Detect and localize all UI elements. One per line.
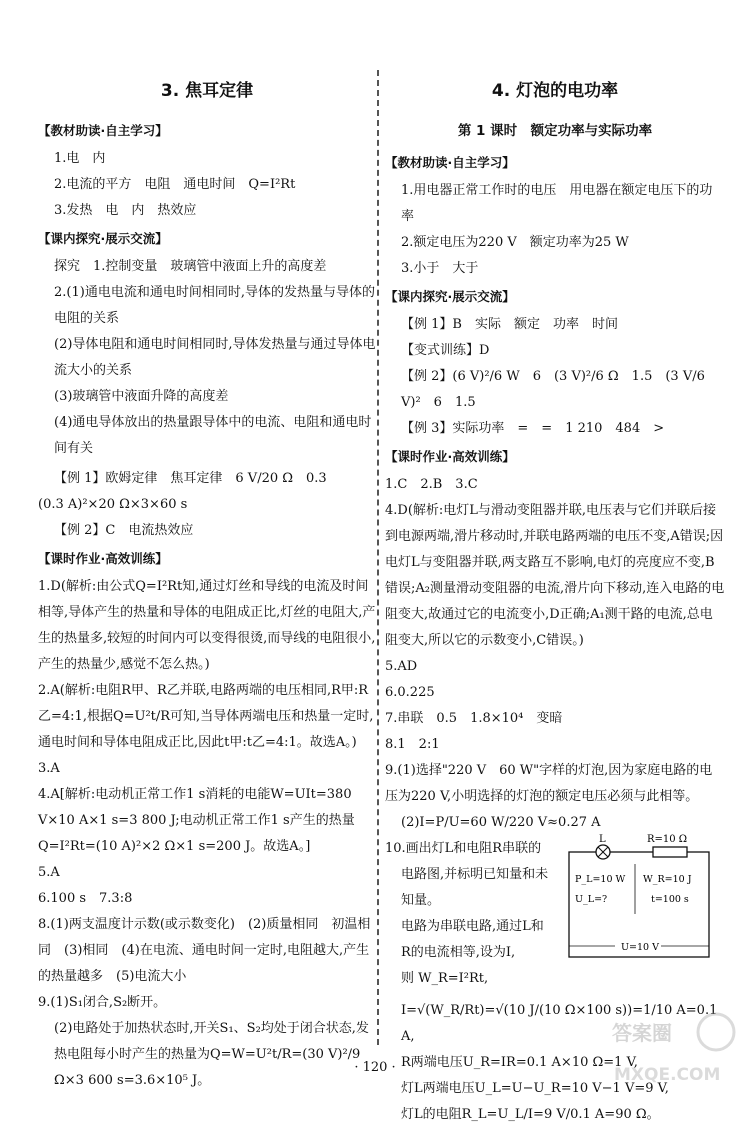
- watermark-logo: [608, 1006, 738, 1092]
- example-1-continued: (0.3 A)²×20 Ω×3×60 s: [38, 497, 188, 512]
- circuit-diagram: [565, 834, 713, 964]
- answer-line: 2.(1)通电电流和通电时间相同时,导体的发热量与导体的电阻的关系: [54, 285, 375, 326]
- heading-classroom-inquiry: 【课内探究·展示交流】: [38, 231, 168, 246]
- question-10-block: [385, 836, 725, 992]
- homework-item: 5.A: [38, 865, 60, 880]
- calc-line: R两端电压U_R=IR=0.1 A×10 Ω=1 V,: [401, 1055, 638, 1070]
- answer-line: (2)导体电阻和通电时间相同时,导体发热量与通过导体电流大小的关系: [54, 337, 376, 378]
- section-title-bulb-power: 4. 灯泡的电功率: [491, 81, 619, 101]
- watermark-url: MXQE.COM: [614, 1065, 721, 1085]
- homework-item: 3.A: [38, 761, 60, 776]
- answer-line: 2.电流的平方 电阻 通电时间 Q=I²Rt: [54, 177, 296, 192]
- heading-homework: 【课时作业·高效训练】: [385, 449, 515, 464]
- homework-item: (2)电路处于加热状态时,开关S₁、S₂均处于闭合状态,发热电阻每小时产生的热量为Q=W=U²t/R=(30 V)²/9 Ω×3 600 s=3.6×10⁵ J。: [54, 1021, 369, 1088]
- lamp-voltage-label: U_L=?: [575, 894, 608, 905]
- q10-line: 10.画出灯L和电阻R串联的: [385, 841, 542, 856]
- homework-item: 8.1 2:1: [385, 737, 440, 752]
- source-voltage-label: U=10 V: [621, 942, 659, 953]
- answer-line: (3)玻璃管中液面升降的高度差: [54, 389, 229, 404]
- q10-line: 电路为串联电路,通过L和: [401, 919, 544, 934]
- lamp-label: L: [599, 834, 606, 845]
- example-3: 【例 3】实际功率 = = 1 210 484 >: [401, 421, 665, 436]
- resistor-label: R=10 Ω: [647, 834, 688, 845]
- calc-line: 灯L的电阻R_L=U_L/I=9 V/0.1 A=90 Ω。: [401, 1107, 660, 1122]
- homework-item: (2)I=P/U=60 W/220 V≈0.27 A: [401, 815, 601, 830]
- example-1: 【例 1】B 实际 额定 功率 时间: [401, 317, 618, 332]
- homework-item: 7.串联 0.5 1.8×10⁴ 变暗: [385, 711, 563, 726]
- answer-line: 探究 1.控制变量 玻璃管中液面上升的高度差: [54, 259, 327, 274]
- column-divider: [377, 70, 379, 1045]
- homework-item: 8.(1)两支温度计示数(或示数变化) (2)质量相同 初温相同 (3)相同 (4)在电流、通电时间一定时,电阻越大,产生的热量越多 (5)电流大小: [38, 917, 371, 984]
- homework-item: 9.(1)选择"220 V 60 W"字样的灯泡,因为家庭电路的电压为220 V,小明选择的灯泡的额定电压必须与此相等。: [385, 763, 713, 804]
- section-title-joule-law: 3. 焦耳定律: [160, 81, 254, 101]
- resistor-symbol: [653, 847, 687, 857]
- example-2: 【例 2】(6 V)²/6 W 6 (3 V)²/6 Ω 1.5 (3 V/6 V)² 6 1.5: [401, 369, 705, 410]
- homework-item: 1.C 2.B 3.C: [385, 477, 478, 492]
- resistor-energy-label: W_R=10 J: [643, 874, 692, 885]
- answer-line: 1.电 内: [54, 151, 106, 166]
- q10-line: R的电流相等,设为I,: [401, 945, 516, 960]
- answer-line: 3.小于 大于: [401, 261, 479, 276]
- heading-textbook-reading: 【教材助读·自主学习】: [385, 155, 515, 170]
- answer-line: (4)通电导体放出的热量跟导体中的电流、电阻和通电时间有关: [54, 415, 372, 456]
- homework-item: 9.(1)S₁闭合,S₂断开。: [38, 995, 167, 1010]
- lamp-power-label: P_L=10 W: [575, 874, 626, 885]
- homework-item: 4.D(解析:电灯L与滑动变阻器并联,电压表与它们并联后接到电源两端,滑片移动时,并联电路两端的电压不变,A错误;因电灯L与变阻器并联,两支路互不影响,电灯的亮度应不变,B错误;A₂测量滑动变阻器的电流,滑片向下移动,连入电路的电阻变大,故通过它的电流变小,D正确;A₁测干路的电流,总电阻变大,所以它的示数变小,C错误。): [385, 503, 725, 648]
- q10-line: 知量。: [401, 893, 441, 908]
- heading-homework: 【课时作业·高效训练】: [38, 551, 168, 566]
- homework-item: 5.AD: [385, 659, 418, 674]
- q10-line: 电路图,并标明已知量和未: [401, 867, 549, 882]
- calc-line: I=√(W_R/Rt)=√(10 J/(10 Ω×100 s))=1/10 A=0.1 A,: [401, 1003, 718, 1044]
- answer-line: 3.发热 电 内 热效应: [54, 203, 197, 218]
- lesson-title: 第 1 课时 额定功率与实际功率: [457, 123, 653, 139]
- homework-item: 2.A(解析:电阻R甲、R乙并联,电路两端的电压相同,R甲:R乙=4:1,根据Q=U²t/R可知,当导体两端电压和热量一定时,通电时间和导体电阻成正比,因此t甲:t乙=4:1。故选A。): [38, 683, 374, 750]
- heading-textbook-reading: 【教材助读·自主学习】: [38, 123, 168, 138]
- watermark-text: 答案圈: [612, 1021, 672, 1045]
- answer-line: 1.用电器正常工作时的电压 用电器在额定电压下的功率: [401, 183, 713, 224]
- homework-item: 6.100 s 7.3:8: [38, 891, 133, 906]
- left-column: [38, 60, 376, 1094]
- calc-line: 灯L两端电压U_L=U−U_R=10 V−1 V=9 V,: [401, 1081, 669, 1096]
- homework-item: 1.D(解析:由公式Q=I²Rt知,通过灯丝和导线的电流及时间相等,导体产生的热量和导体的电阻成正比,灯丝的电阻大,产生的热量多,较短的时间内可以变得很烫,而导线的电阻很小,产生的热量少,感觉不怎么热。): [38, 579, 376, 672]
- variant-training: 【变式训练】D: [401, 343, 490, 358]
- right-column: [385, 60, 725, 1128]
- homework-item: 6.0.225: [385, 685, 435, 700]
- example-2: 【例 2】C 电流热效应: [54, 523, 194, 538]
- answer-line: 2.额定电压为220 V 额定功率为25 W: [401, 235, 629, 250]
- heading-classroom-inquiry: 【课内探究·展示交流】: [385, 289, 515, 304]
- example-1: 【例 1】欧姆定律 焦耳定律 6 V/20 Ω 0.3: [54, 471, 327, 486]
- homework-item: 4.A[解析:电动机正常工作1 s消耗的电能W=UIt=380 V×10 A×1 s=3 800 J;电动机正常工作1 s产生的热量Q=I²Rt=(10 A)²×2 Ω×1 s=200 J。故选A。]: [38, 787, 355, 854]
- time-label: t=100 s: [651, 894, 689, 905]
- page-number: · 120 ·: [354, 1060, 396, 1075]
- q10-line: 则 W_R=I²Rt,: [401, 971, 489, 986]
